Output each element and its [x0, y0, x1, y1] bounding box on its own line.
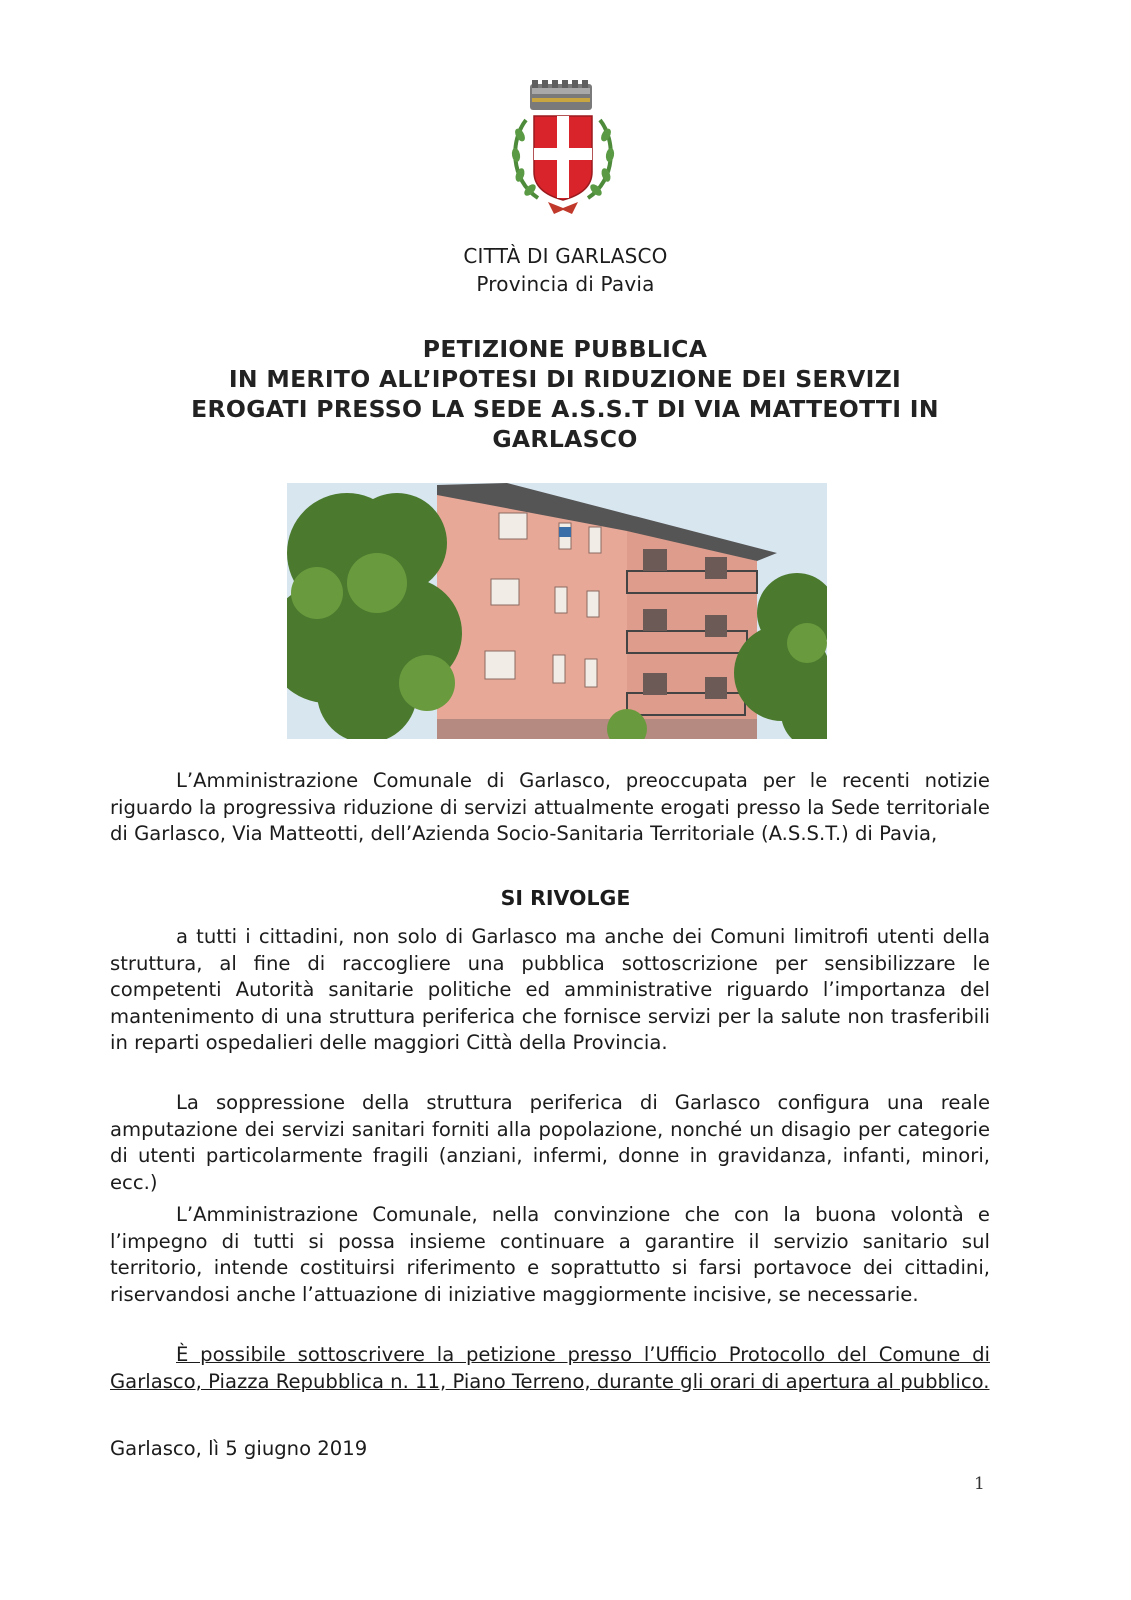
town-name: CITTÀ DI GARLASCO — [463, 244, 668, 268]
intro-paragraph: L’Amministrazione Comunale di Garlasco, preoccupata per le recenti notizie riguardo la progressiva riduzione di servizi attualmente erogati presso la Sede territoriale di Garlasco, Via Matteotti, dell’Azienda Socio-Sanitaria Territoriale (A.S.S.T.) di Pavia, — [110, 769, 990, 845]
document-title — [140, 334, 990, 454]
suppression-paragraph: La soppressione della struttura periferica di Garlasco configura una reale amputazione dei servizi sanitari forniti alla popolazione, nonché un disagio per categorie di utenti particolarmente fragili (anziani, infermi, donne in gravidanza, infanti, minori, ecc.) — [110, 1091, 990, 1194]
place-date: Garlasco, lì 5 giugno 2019 — [110, 1437, 368, 1460]
si-rivolge-heading: SI RIVOLGE — [500, 886, 631, 910]
province-name: Provincia di Pavia — [476, 272, 655, 296]
building-photo — [287, 483, 827, 739]
title-line: PETIZIONE PUBBLICA — [422, 335, 708, 363]
signing-info-paragraph: È possibile sottoscrivere la petizione presso l’Ufficio Protocollo del Comune di Garlasco, Piazza Repubblica n. 11, Piano Terreno, durante gli orari di apertura al pubblico. — [110, 1343, 990, 1393]
appeal-paragraph: a tutti i cittadini, non solo di Garlasco ma anche dei Comuni limitrofi utenti della struttura, al fine di raccogliere una pubblica sottoscrizione per sensibilizzare le competenti Autorità sanitarie politiche ed amministrative riguardo l’importanza del mantenimento di una struttura periferica che fornisce servizi per la salute non trasferibili in reparti ospedalieri delle maggiori Città della Provincia. — [110, 925, 990, 1054]
title-line: IN MERITO ALL’IPOTESI DI RIDUZIONE DEI SERVIZI — [228, 365, 902, 393]
commitment-paragraph: L’Amministrazione Comunale, nella convinzione che con la buona volontà e l’impegno di tutti si possa insieme continuare a garantire il servizio sanitario sul territorio, intende costituirsi riferimento e soprattutto si farsi portavoce dei cittadini, riservandosi anche l’attuazione di iniziative maggiormente incisive, se necessarie. — [110, 1203, 990, 1306]
coat-of-arms-emblem — [508, 80, 618, 215]
title-line: EROGATI PRESSO LA SEDE A.S.S.T DI VIA MATTEOTTI IN — [191, 395, 939, 423]
title-line: GARLASCO — [492, 425, 638, 453]
page-number: 1 — [974, 1474, 985, 1494]
